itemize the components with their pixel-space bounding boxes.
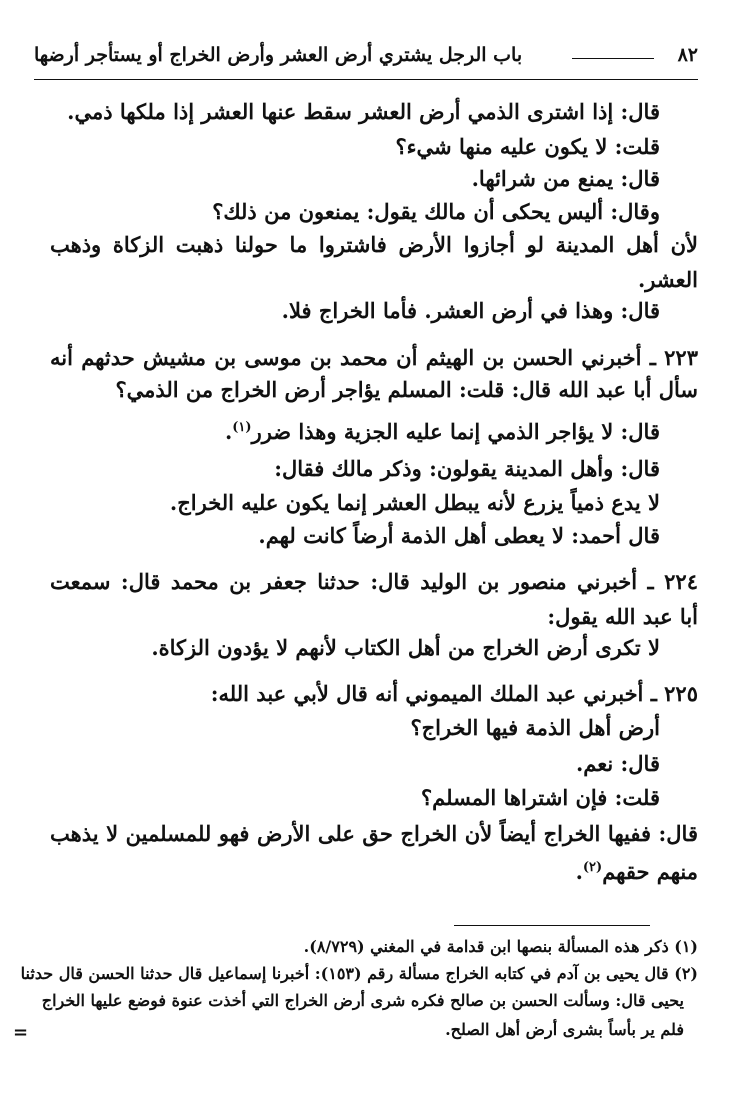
text-line: قال: ففيها الخراج أيضاً لأن الخراج حق على الأرض فهو للمسلمين لا يذهب	[50, 821, 698, 846]
page-number: ٨٢	[677, 44, 698, 66]
running-header	[34, 42, 698, 76]
footnote-1: (١) ذكر هذه المسألة بنصها ابن قدامة في المغني (٨/٧٢٩).	[303, 937, 698, 956]
text-line: لأن أهل المدينة لو أجازوا الأرض فاشتروا ما حولنا ذهبت الزكاة وذهب	[50, 232, 698, 257]
text-line: وقال: أليس يحكى أن مالك يقول: يمنعون من ذلك؟	[212, 199, 660, 224]
header-dash	[572, 58, 654, 59]
footnote-2-cont: يحيى قال: وسألت الحسن بن صالح فكره شرى أرض الخراج التي أخذت عنوة فوضع عليها الخراج	[41, 991, 684, 1010]
entry-223-line: ٢٢٣ ـ أخبرني الحسن بن الهيثم أن محمد بن موسى بن مشيش حدثهم أنه	[50, 345, 698, 370]
footnote-ref-1: (١)	[232, 420, 252, 435]
text-line: أرض أهل الذمة فيها الخراج؟	[410, 715, 660, 740]
chapter-title: باب الرجل يشتري أرض العشر وأرض الخراج أو يستأجر أرضها	[34, 44, 523, 66]
text-line: قال: لا يؤاجر الذمي إنما عليه الجزية وهذا ضرر$^{(١)}$.	[224, 419, 660, 444]
text-line: قال أحمد: لا يعطى أهل الذمة أرضاً كانت لهم.	[258, 523, 660, 548]
text-line: قلت: فإن اشتراها المسلم؟	[421, 785, 660, 810]
text-line: قال: وأهل المدينة يقولون: وذكر مالك فقال:	[274, 456, 660, 481]
footnote-rule	[454, 925, 650, 926]
footnote-2-cont: فلم ير بأساً بشرى أرض أهل الصلح.	[445, 1020, 684, 1039]
text-line: قال: نعم.	[575, 751, 660, 776]
footnote-2: (٢) قال يحيى بن آدم في كتابه الخراج مسألة رقم (١٥٣): أخبرنا إسماعيل قال حدثنا الحسن قال حدثنا	[20, 964, 698, 983]
entry-225-line: ٢٢٥ ـ أخبرني عبد الملك الميموني أنه قال لأبي عبد الله:	[210, 681, 698, 706]
text-line: قال: يمنع من شرائها.	[471, 166, 660, 191]
text-line: العشر.	[638, 267, 698, 292]
text-line: أبا عبد الله يقول:	[547, 604, 698, 629]
text-line: منهم حقهم$^{(٢)}$.	[575, 859, 698, 884]
header-rule	[34, 79, 698, 80]
text-line: قال: إذا اشترى الذمي أرض العشر سقط عنها العشر إذا ملكها ذمي.	[67, 99, 660, 124]
text-line: سأل أبا عبد الله قال: قلت: المسلم يؤاجر أرض الخراج من الذمي؟	[115, 377, 698, 402]
text-line: قال: وهذا في أرض العشر. فأما الخراج فلا.	[281, 298, 660, 323]
footnote-ref-2: (٢)	[582, 860, 603, 875]
entry-224-line: ٢٢٤ ـ أخبرني منصور بن الوليد قال: حدثنا جعفر بن محمد قال: سمعت	[50, 569, 698, 594]
margin-mark: =	[13, 1022, 29, 1043]
text-line: لا تكرى أرض الخراج من أهل الكتاب لأنهم لا يؤدون الزكاة.	[151, 635, 660, 660]
text-line: لا يدع ذمياً يزرع لأنه يبطل العشر إنما يكون عليه الخراج.	[169, 490, 660, 515]
text-line: قلت: لا يكون عليه منها شيء؟	[395, 134, 660, 159]
